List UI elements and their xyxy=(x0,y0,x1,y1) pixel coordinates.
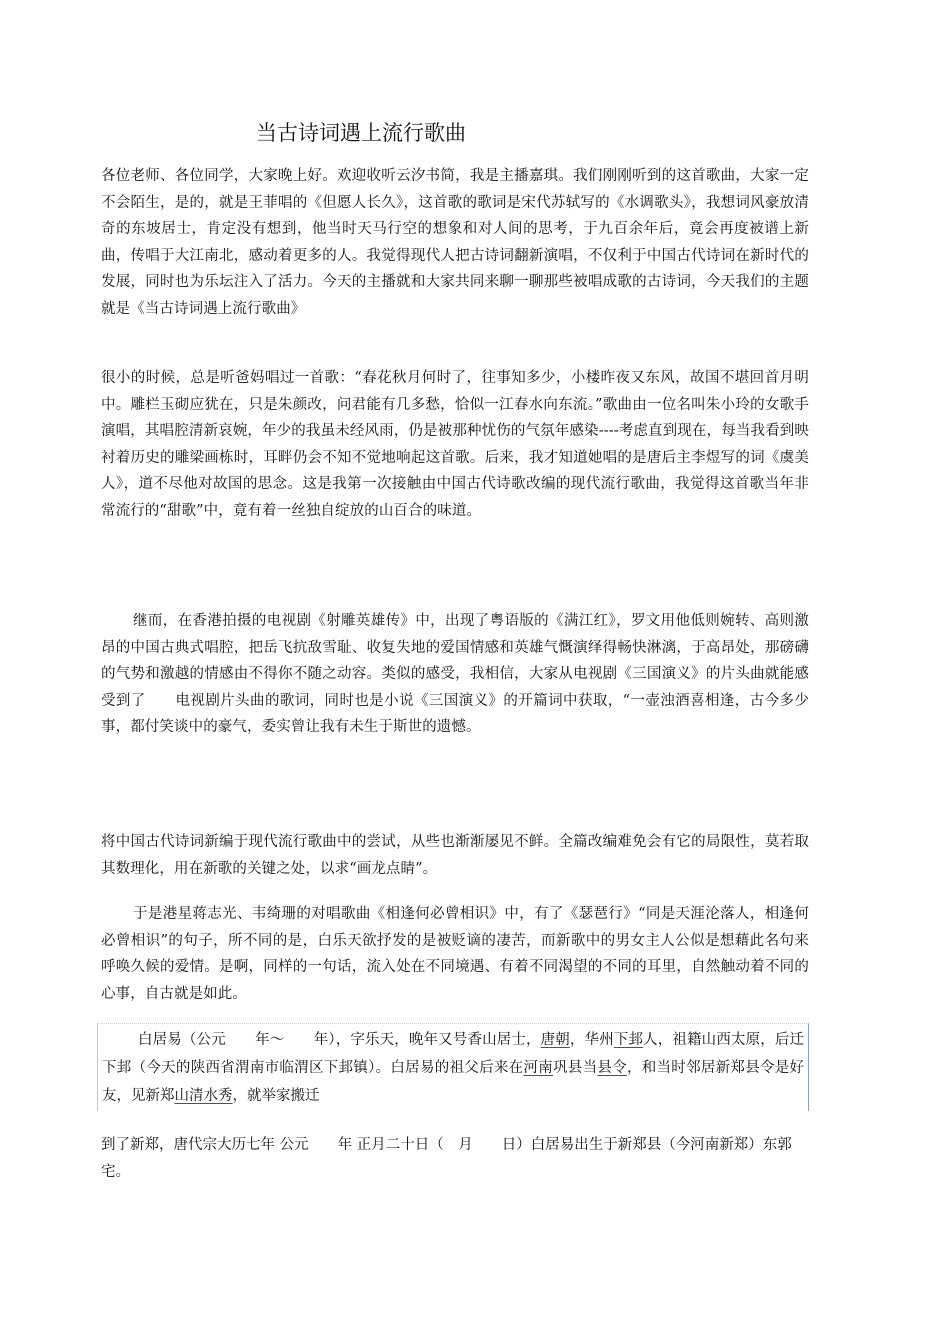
bai-juyi-quote-box xyxy=(97,1023,809,1111)
link-xianling[interactable]: 县令 xyxy=(597,1060,627,1076)
bai-juyi-quote-text xyxy=(102,1026,804,1110)
link-shanqingshuixiu[interactable]: 山清水秀 xyxy=(174,1088,233,1104)
link-henan[interactable]: 河南 xyxy=(523,1060,554,1076)
quote-text-5: ，和当时邻居新郑县令是好友，见新郑 xyxy=(102,1060,805,1104)
intro-paragraph: 各位老师、各位同学，大家晚上好。欢迎收听云汐书简，我是主播嘉琪。我们刚刚听到的这首歌曲，大家一定不会陌生，是的，就是王菲唱的《但愿人长久》，这首歌的歌词是宋代苏轼写的《水调歌头》，我想词风豪放清奇的东坡居士，肯定没有想到，他当时天马行空的想象和对人间的思考，于九百余年后，竟会再度被谱上新曲，传唱于大江南北，感动着更多的人。我觉得现代人把古诗词翻新演唱，不仅利于中国古代诗词在新时代的发展，同时也为乐坛注入了活力。今天的主播就和大家共同来聊一聊那些被唱成歌的古诗词，今天我们的主题就是《当古诗词遇上流行歌曲》 xyxy=(101,168,809,317)
quote-text-1: 白居易（公元 年～ 年），字乐天，晚年又号香山居士， xyxy=(138,1032,541,1048)
quote-text-3: 人，祖籍山西太原，后迁下邽（今天的陕西省渭南市临渭区下邽镇）。白居易的祖父后来在 xyxy=(102,1032,805,1076)
quote-text-6: ，就举家搬迁 xyxy=(232,1088,320,1104)
quote-text-2: ，华州 xyxy=(569,1032,614,1048)
link-tang-dynasty[interactable]: 唐朝 xyxy=(540,1032,570,1048)
paragraph-yumeiren: 很小的时候，总是听爸妈唱过一首歌：“春花秋月何时了，往事知多少，小楼昨夜又东风，故国不堪回首月明中。雕栏玉砌应犹在，只是朱颜改，问君能有几多愁，恰似一江春水向东流。”歌曲由一位名叫朱小玲的女歌手演唱，其唱腔清新哀婉，年少的我虽未经风雨，仍是被那种忧伤的气氛年感染----考虑直到现在，每当我看到映衬着历史的雕梁画栋时，耳畔仍会不知不觉地响起这首歌。后来，我才知道她唱的是唐后主李煜写的词《虞美人》，道不尽他对故国的思念。这是我第一次接触由中国古代诗歌改编的现代流行歌曲，我觉得这首歌当年非常流行的“甜歌”中，竟有着一丝独自绽放的山百合的味道。 xyxy=(101,370,809,519)
paragraph-pipaxing: 于是港星蒋志光、韦绮珊的对唱歌曲《相逢何必曾相识》中，有了《瑟琶行》“同是天涯沦落人，相逢何必曾相识”的句子，所不同的是，白乐天欲抒发的是被贬谪的凄苦，而新歌中的男女主人公似是想藉此名句来呼唤久候的爱情。是啊，同样的一句话，流入处在不同境遇、有着不同渴望的不同的耳里，自然触动着不同的心事，自古就是如此。 xyxy=(101,906,809,1002)
paragraph-manjianghong: 继而，在香港拍摄的电视剧《射雕英雄传》中，出现了粤语版的《满江红》，罗文用他低则婉转、高则激昂的中国古典式唱腔，把岳飞抗敌雪耻、收复失地的爱国情感和英雄气慨演绎得畅快淋漓，于高昂处，那磅礴的气势和激越的情感由不得你不随之动容。类似的感受，我相信，大家从电视剧《三国演义》的片头曲就能感受到了 电视剧片头曲的歌词，同时也是小说《三国演义》的开篇词中获取，“一壶浊酒喜相逢，古今多少事，都付笑谈中的豪气，委实曾让我有未生于斯世的遗憾。 xyxy=(101,613,809,735)
link-xiagui[interactable]: 下邽 xyxy=(613,1032,644,1048)
paragraph-birth: 到了新郑，唐代宗大历七年 公元 年 正月二十日（ 月 日）白居易出生于新郑县（今河南新郑）东郭宅。 xyxy=(101,1137,792,1180)
paragraph-new-songs: 将中国古代诗词新编于现代流行歌曲中的尝试，从些也渐渐屡见不鲜。全篇改编难免会有它的局限性，莫若取其数理化，用在新歌的关键之处，以求“画龙点睛”。 xyxy=(101,834,809,877)
page-title: 当古诗词遇上流行歌曲 xyxy=(256,121,466,145)
quote-text-4: 巩县当 xyxy=(553,1060,598,1076)
